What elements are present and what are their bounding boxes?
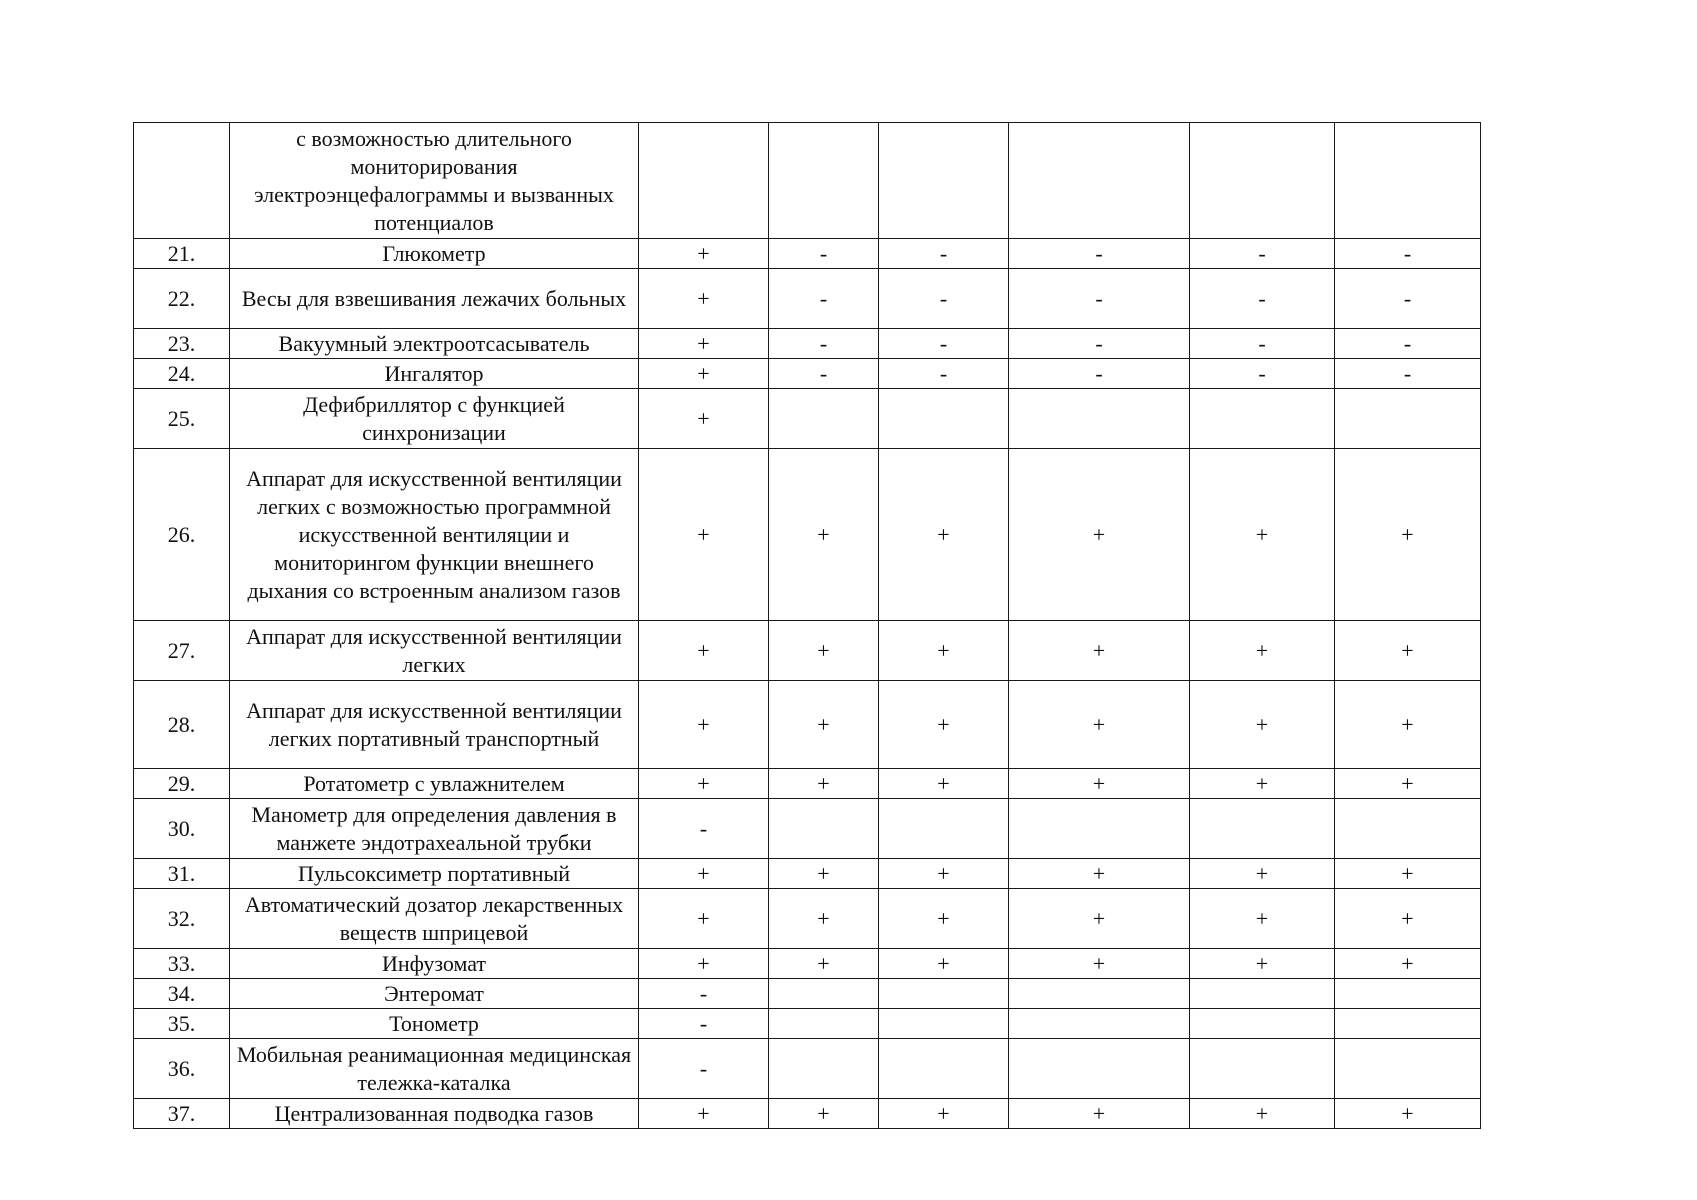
- row-number: 32.: [134, 889, 230, 949]
- availability-mark: -: [639, 799, 769, 859]
- row-number: 21.: [134, 239, 230, 269]
- availability-mark: -: [1335, 359, 1481, 389]
- availability-mark: +: [1335, 621, 1481, 681]
- availability-mark: +: [1335, 949, 1481, 979]
- availability-mark: +: [879, 949, 1009, 979]
- table-row: [134, 621, 1481, 681]
- availability-mark: +: [879, 859, 1009, 889]
- availability-mark: -: [1335, 329, 1481, 359]
- table-row: [134, 269, 1481, 329]
- availability-mark: +: [639, 859, 769, 889]
- availability-mark: +: [1335, 449, 1481, 621]
- availability-mark: -: [639, 1039, 769, 1099]
- row-number: 23.: [134, 329, 230, 359]
- availability-mark: +: [639, 239, 769, 269]
- availability-mark: +: [1009, 621, 1190, 681]
- availability-mark: [879, 1039, 1009, 1099]
- availability-mark: -: [769, 359, 879, 389]
- availability-mark: [1009, 123, 1190, 239]
- availability-mark: [1009, 1039, 1190, 1099]
- availability-mark: +: [639, 681, 769, 769]
- availability-mark: [1335, 123, 1481, 239]
- availability-mark: +: [1190, 859, 1335, 889]
- availability-mark: +: [1335, 889, 1481, 949]
- equipment-name: Аппарат для искусственной вентиляции легких портативный транспортный: [230, 681, 639, 769]
- availability-mark: [1009, 1009, 1190, 1039]
- availability-mark: +: [769, 681, 879, 769]
- table-row: [134, 769, 1481, 799]
- availability-mark: +: [769, 621, 879, 681]
- availability-mark: -: [1009, 269, 1190, 329]
- availability-mark: +: [639, 769, 769, 799]
- equipment-table-body: [134, 123, 1481, 1129]
- availability-mark: [1190, 1009, 1335, 1039]
- availability-mark: -: [639, 979, 769, 1009]
- availability-mark: -: [879, 239, 1009, 269]
- availability-mark: +: [639, 889, 769, 949]
- availability-mark: +: [1335, 769, 1481, 799]
- availability-mark: [769, 1009, 879, 1039]
- availability-mark: -: [1190, 359, 1335, 389]
- availability-mark: [1190, 389, 1335, 449]
- availability-mark: -: [769, 269, 879, 329]
- equipment-name: Дефибриллятор с функцией синхронизации: [230, 389, 639, 449]
- row-number: [134, 123, 230, 239]
- availability-mark: +: [639, 621, 769, 681]
- availability-mark: -: [1190, 269, 1335, 329]
- availability-mark: [1190, 1039, 1335, 1099]
- table-row: [134, 681, 1481, 769]
- availability-mark: +: [1190, 889, 1335, 949]
- availability-mark: [1335, 389, 1481, 449]
- availability-mark: +: [769, 889, 879, 949]
- availability-mark: [1190, 979, 1335, 1009]
- table-row: [134, 1039, 1481, 1099]
- row-number: 26.: [134, 449, 230, 621]
- availability-mark: +: [1009, 949, 1190, 979]
- table-row: [134, 329, 1481, 359]
- equipment-table: [133, 122, 1481, 1129]
- availability-mark: +: [639, 389, 769, 449]
- availability-mark: +: [1009, 769, 1190, 799]
- availability-mark: -: [1335, 269, 1481, 329]
- availability-mark: -: [769, 329, 879, 359]
- row-number: 28.: [134, 681, 230, 769]
- availability-mark: [1009, 799, 1190, 859]
- availability-mark: +: [879, 681, 1009, 769]
- availability-mark: +: [1190, 769, 1335, 799]
- table-row: [134, 239, 1481, 269]
- availability-mark: -: [1009, 329, 1190, 359]
- availability-mark: +: [1335, 681, 1481, 769]
- availability-mark: +: [639, 949, 769, 979]
- table-row: [134, 1099, 1481, 1129]
- availability-mark: +: [1009, 681, 1190, 769]
- equipment-name: Весы для взвешивания лежачих больных: [230, 269, 639, 329]
- availability-mark: +: [879, 889, 1009, 949]
- equipment-name: Аппарат для искусственной вентиляции легких с возможностью программной искусственной вентиляции и мониторингом функции внешнего дыхания со встроенным анализом газов: [230, 449, 639, 621]
- availability-mark: +: [1190, 621, 1335, 681]
- availability-mark: -: [879, 269, 1009, 329]
- availability-mark: +: [879, 1099, 1009, 1129]
- availability-mark: [1335, 979, 1481, 1009]
- table-row: [134, 123, 1481, 239]
- equipment-name: Централизованная подводка газов: [230, 1099, 639, 1129]
- availability-mark: [879, 979, 1009, 1009]
- availability-mark: [1335, 1009, 1481, 1039]
- availability-mark: +: [879, 621, 1009, 681]
- availability-mark: [1335, 1039, 1481, 1099]
- availability-mark: +: [879, 769, 1009, 799]
- availability-mark: [879, 1009, 1009, 1039]
- availability-mark: -: [879, 329, 1009, 359]
- availability-mark: [879, 389, 1009, 449]
- equipment-name: Автоматический дозатор лекарственных веществ шприцевой: [230, 889, 639, 949]
- row-number: 25.: [134, 389, 230, 449]
- row-number: 30.: [134, 799, 230, 859]
- availability-mark: [1009, 979, 1190, 1009]
- equipment-name: Ротатометр с увлажнителем: [230, 769, 639, 799]
- availability-mark: +: [1190, 949, 1335, 979]
- availability-mark: [1335, 799, 1481, 859]
- availability-mark: [769, 389, 879, 449]
- availability-mark: +: [769, 449, 879, 621]
- availability-mark: [879, 799, 1009, 859]
- availability-mark: [769, 123, 879, 239]
- availability-mark: [1190, 123, 1335, 239]
- availability-mark: -: [1009, 359, 1190, 389]
- availability-mark: +: [1190, 449, 1335, 621]
- availability-mark: -: [639, 1009, 769, 1039]
- availability-mark: +: [639, 1099, 769, 1129]
- availability-mark: [879, 123, 1009, 239]
- availability-mark: +: [639, 449, 769, 621]
- row-number: 22.: [134, 269, 230, 329]
- availability-mark: -: [769, 239, 879, 269]
- availability-mark: +: [1009, 1099, 1190, 1129]
- availability-mark: -: [1190, 239, 1335, 269]
- availability-mark: +: [1009, 859, 1190, 889]
- equipment-name: Манометр для определения давления в манжете эндотрахеальной трубки: [230, 799, 639, 859]
- row-number: 29.: [134, 769, 230, 799]
- table-row: [134, 889, 1481, 949]
- row-number: 27.: [134, 621, 230, 681]
- availability-mark: +: [1190, 681, 1335, 769]
- availability-mark: -: [1335, 239, 1481, 269]
- row-number: 35.: [134, 1009, 230, 1039]
- availability-mark: [639, 123, 769, 239]
- row-number: 33.: [134, 949, 230, 979]
- availability-mark: +: [879, 449, 1009, 621]
- row-number: 24.: [134, 359, 230, 389]
- equipment-name: Ингалятор: [230, 359, 639, 389]
- table-row: [134, 359, 1481, 389]
- availability-mark: +: [1009, 449, 1190, 621]
- equipment-name: с возможностью длительного мониторирования электроэнцефалограммы и вызванных потенциалов: [230, 123, 639, 239]
- table-row: [134, 1009, 1481, 1039]
- availability-mark: +: [769, 859, 879, 889]
- availability-mark: +: [639, 359, 769, 389]
- equipment-name: Инфузомат: [230, 949, 639, 979]
- row-number: 31.: [134, 859, 230, 889]
- availability-mark: [769, 1039, 879, 1099]
- availability-mark: +: [639, 329, 769, 359]
- availability-mark: [1009, 389, 1190, 449]
- equipment-name: Вакуумный электроотсасыватель: [230, 329, 639, 359]
- table-row: [134, 799, 1481, 859]
- availability-mark: +: [769, 769, 879, 799]
- equipment-name: Глюкометр: [230, 239, 639, 269]
- availability-mark: +: [769, 1099, 879, 1129]
- table-row: [134, 449, 1481, 621]
- availability-mark: +: [1335, 1099, 1481, 1129]
- availability-mark: +: [1009, 889, 1190, 949]
- equipment-name: Пульсоксиметр портативный: [230, 859, 639, 889]
- availability-mark: [1190, 799, 1335, 859]
- equipment-name: Аппарат для искусственной вентиляции легких: [230, 621, 639, 681]
- equipment-name: Энтеромат: [230, 979, 639, 1009]
- row-number: 37.: [134, 1099, 230, 1129]
- availability-mark: -: [879, 359, 1009, 389]
- equipment-name: Мобильная реанимационная медицинская тележка-каталка: [230, 1039, 639, 1099]
- availability-mark: [769, 979, 879, 1009]
- availability-mark: [769, 799, 879, 859]
- availability-mark: -: [1190, 329, 1335, 359]
- row-number: 34.: [134, 979, 230, 1009]
- availability-mark: +: [769, 949, 879, 979]
- row-number: 36.: [134, 1039, 230, 1099]
- table-row: [134, 979, 1481, 1009]
- table-row: [134, 389, 1481, 449]
- table-row: [134, 949, 1481, 979]
- availability-mark: +: [639, 269, 769, 329]
- table-row: [134, 859, 1481, 889]
- equipment-name: Тонометр: [230, 1009, 639, 1039]
- availability-mark: +: [1190, 1099, 1335, 1129]
- availability-mark: +: [1335, 859, 1481, 889]
- availability-mark: -: [1009, 239, 1190, 269]
